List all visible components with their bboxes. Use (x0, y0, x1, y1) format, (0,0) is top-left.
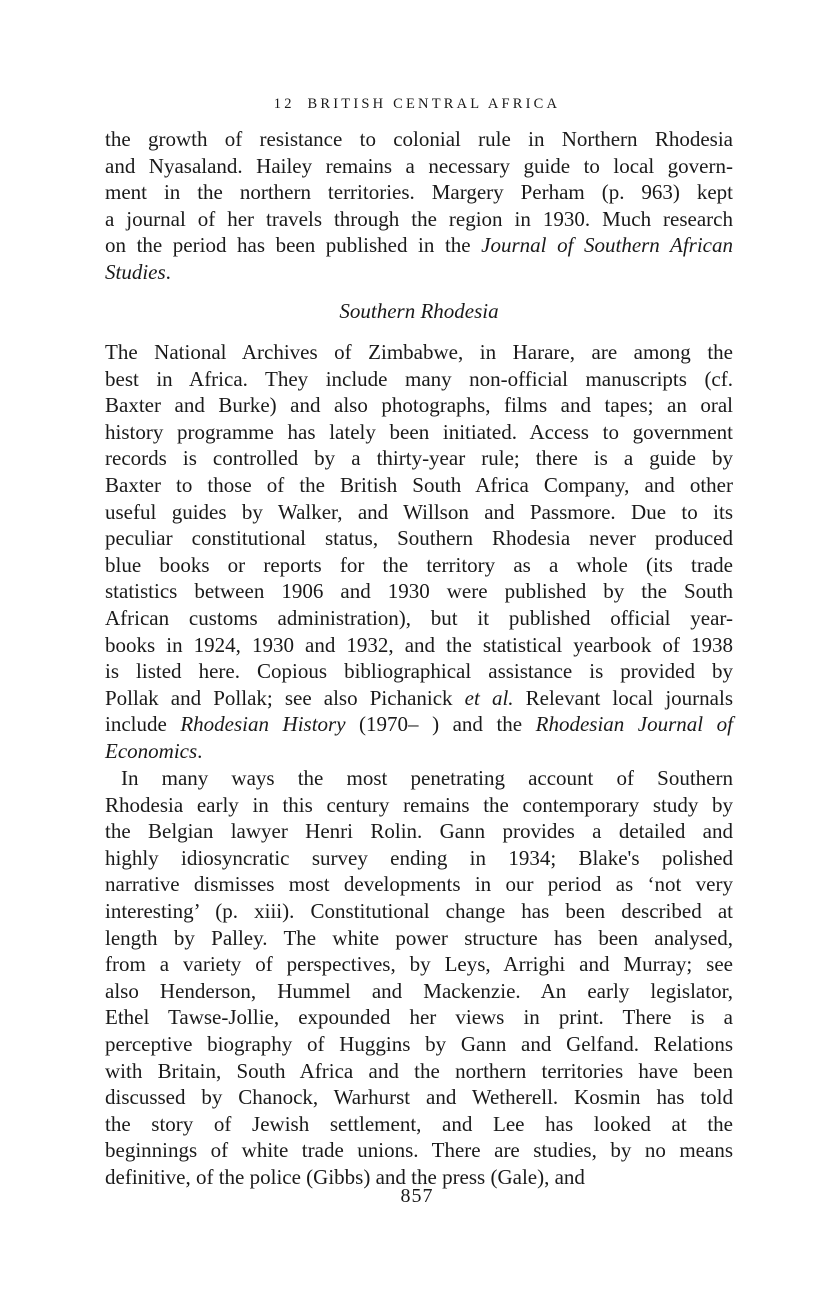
section-paragraph-2-line (105, 1004, 733, 1030)
section-paragraph-2-line (105, 792, 733, 818)
section-paragraph-1-line (105, 419, 733, 445)
section-paragraph-2-line (105, 1137, 733, 1163)
section-paragraph-2-line (105, 925, 733, 951)
section-paragraph-1-line (105, 711, 733, 737)
section-paragraph-1-line (105, 392, 733, 418)
text-run: the growth of resistance to colonial rule in Northern Rhodesia (105, 127, 733, 151)
italic-text: Journal of Southern African (481, 233, 733, 258)
text-run: with Britain, South Africa and the northern territories have been (105, 1058, 733, 1083)
italic-text: Economics (105, 739, 198, 763)
text-run: and Nyasaland. Hailey remains a necessary guide to local govern- (105, 153, 733, 178)
italic-text: Rhodesian Journal of (535, 712, 733, 737)
section-paragraph-2-line (105, 871, 733, 897)
section-paragraph-2-line (105, 1111, 733, 1137)
section-paragraph-1-line (105, 366, 733, 392)
running-head (0, 94, 834, 114)
text-run: Rhodesia early in this century remains the contemporary study by (105, 792, 733, 817)
text-run: records is controlled by a thirty-year rule; there is a guide by (105, 446, 733, 471)
text-run: The National Archives of Zimbabwe, in Harare, are among the (105, 340, 733, 364)
text-run: best in Africa. They include many non-official manuscripts (cf. (105, 366, 733, 391)
text-run: useful guides by Walker, and Willson and Passmore. Due to its (105, 499, 733, 524)
section-paragraph-2-line (105, 1084, 733, 1110)
text-run: the story of Jewish settlement, and Lee has looked at the (105, 1111, 733, 1136)
section-paragraph-2-line (105, 1058, 733, 1084)
text-run: highly idiosyncratic survey ending in 1934; Blake's polished (105, 845, 733, 870)
section-paragraph-2-line (105, 951, 733, 977)
text-run: interesting’ (p. xiii). Constitutional change has been described at (105, 899, 733, 923)
text-run: beginnings of white trade unions. There are studies, by no means (105, 1138, 733, 1163)
text-run: . (197, 739, 203, 763)
section-paragraph-1-line (105, 605, 733, 631)
section-paragraph-1-line (105, 578, 733, 604)
intro-paragraph-line (105, 126, 733, 152)
text-run: a journal of her travels through the region in 1930. Much research (105, 206, 733, 231)
section-paragraph-2-line (105, 845, 733, 871)
italic-text: Rhodesian History (180, 712, 346, 737)
section-paragraph-2-line (105, 818, 733, 844)
text-run: (1970– ) and the (345, 712, 536, 737)
text-run: In many ways the most penetrating account of Southern (121, 766, 733, 790)
section-paragraph-1-line (105, 445, 733, 471)
section-paragraph-1-line (105, 738, 733, 764)
section-paragraph-2-line (105, 765, 733, 791)
text-run: blue books or reports for the territory as a whole (its trade (105, 552, 733, 577)
text-run: books in 1924, 1930 and 1932, and the statistical yearbook of 1938 (105, 632, 733, 657)
text-run: Pollak and Pollak; see also Pichanick (105, 685, 465, 710)
text-run: . (165, 260, 171, 284)
text-run: Ethel Tawse-Jollie, expounded her views in print. There is a (105, 1005, 733, 1030)
text-run: statistics between 1906 and 1930 were published by the South (105, 579, 733, 604)
running-head-title: BRITISH CENTRAL AFRICA (307, 96, 561, 112)
text-run: peculiar constitutional status, Southern Rhodesia never produced (105, 526, 733, 551)
text-run: Relevant local journals (513, 685, 733, 710)
folio-page-number: 857 (400, 1185, 434, 1207)
text-run: narrative dismisses most developments in our period as ‘not very (105, 872, 733, 897)
intro-paragraph-line (105, 206, 733, 232)
section-paragraph-2-line (105, 978, 733, 1004)
italic-text: et al. (464, 685, 514, 710)
intro-paragraph-line (105, 179, 733, 205)
section-paragraph-1-line (105, 685, 733, 711)
text-run: definitive, of the police (Gibbs) and the press (Gale), and (105, 1165, 585, 1189)
text-run: perceptive biography of Huggins by Gann and Gelfand. Relations (105, 1032, 733, 1056)
section-paragraph-1-line (105, 525, 733, 551)
section-paragraph-1-line (105, 472, 733, 498)
italic-text: Studies (105, 260, 166, 284)
text-run: the Belgian lawyer Henri Rolin. Gann provides a detailed and (105, 819, 733, 844)
section-paragraph-2-line (105, 898, 733, 924)
running-head-page-number: 12 (273, 96, 295, 112)
intro-paragraph-line (105, 259, 733, 285)
text-run: from a variety of perspectives, by Leys, Arrighi and Murray; see (105, 952, 733, 977)
text-run: is listed here. Copious bibliographical assistance is provided by (105, 659, 733, 684)
intro-paragraph-line (105, 232, 733, 258)
section-paragraph-1-line (105, 339, 733, 365)
text-run: also Henderson, Hummel and Mackenzie. An early legislator, (105, 978, 733, 1003)
section-paragraph-1-line (105, 499, 733, 525)
section-paragraph-1-line (105, 552, 733, 578)
text-run: length by Palley. The white power structure has been analysed, (105, 925, 733, 950)
section-paragraph-1-line (105, 658, 733, 684)
section-paragraph-1-line (105, 632, 733, 658)
text-run: Baxter and Burke) and also photographs, films and tapes; an oral (105, 393, 733, 418)
intro-paragraph-line (105, 153, 733, 179)
section-paragraph-2-line (105, 1031, 733, 1057)
text-run: ment in the northern territories. Margery Perham (p. 963) kept (105, 180, 733, 205)
text-run: include (105, 712, 181, 737)
text-run: history programme has lately been initiated. Access to government (105, 419, 733, 444)
text-run: discussed by Chanock, Warhurst and Wetherell. Kosmin has told (105, 1085, 733, 1110)
text-run: on the period has been published in the (105, 233, 482, 258)
text-run: African customs administration), but it published official year- (105, 606, 733, 630)
section-heading: Southern Rhodesia (339, 299, 499, 323)
text-run: Baxter to those of the British South Africa Company, and other (105, 473, 733, 497)
